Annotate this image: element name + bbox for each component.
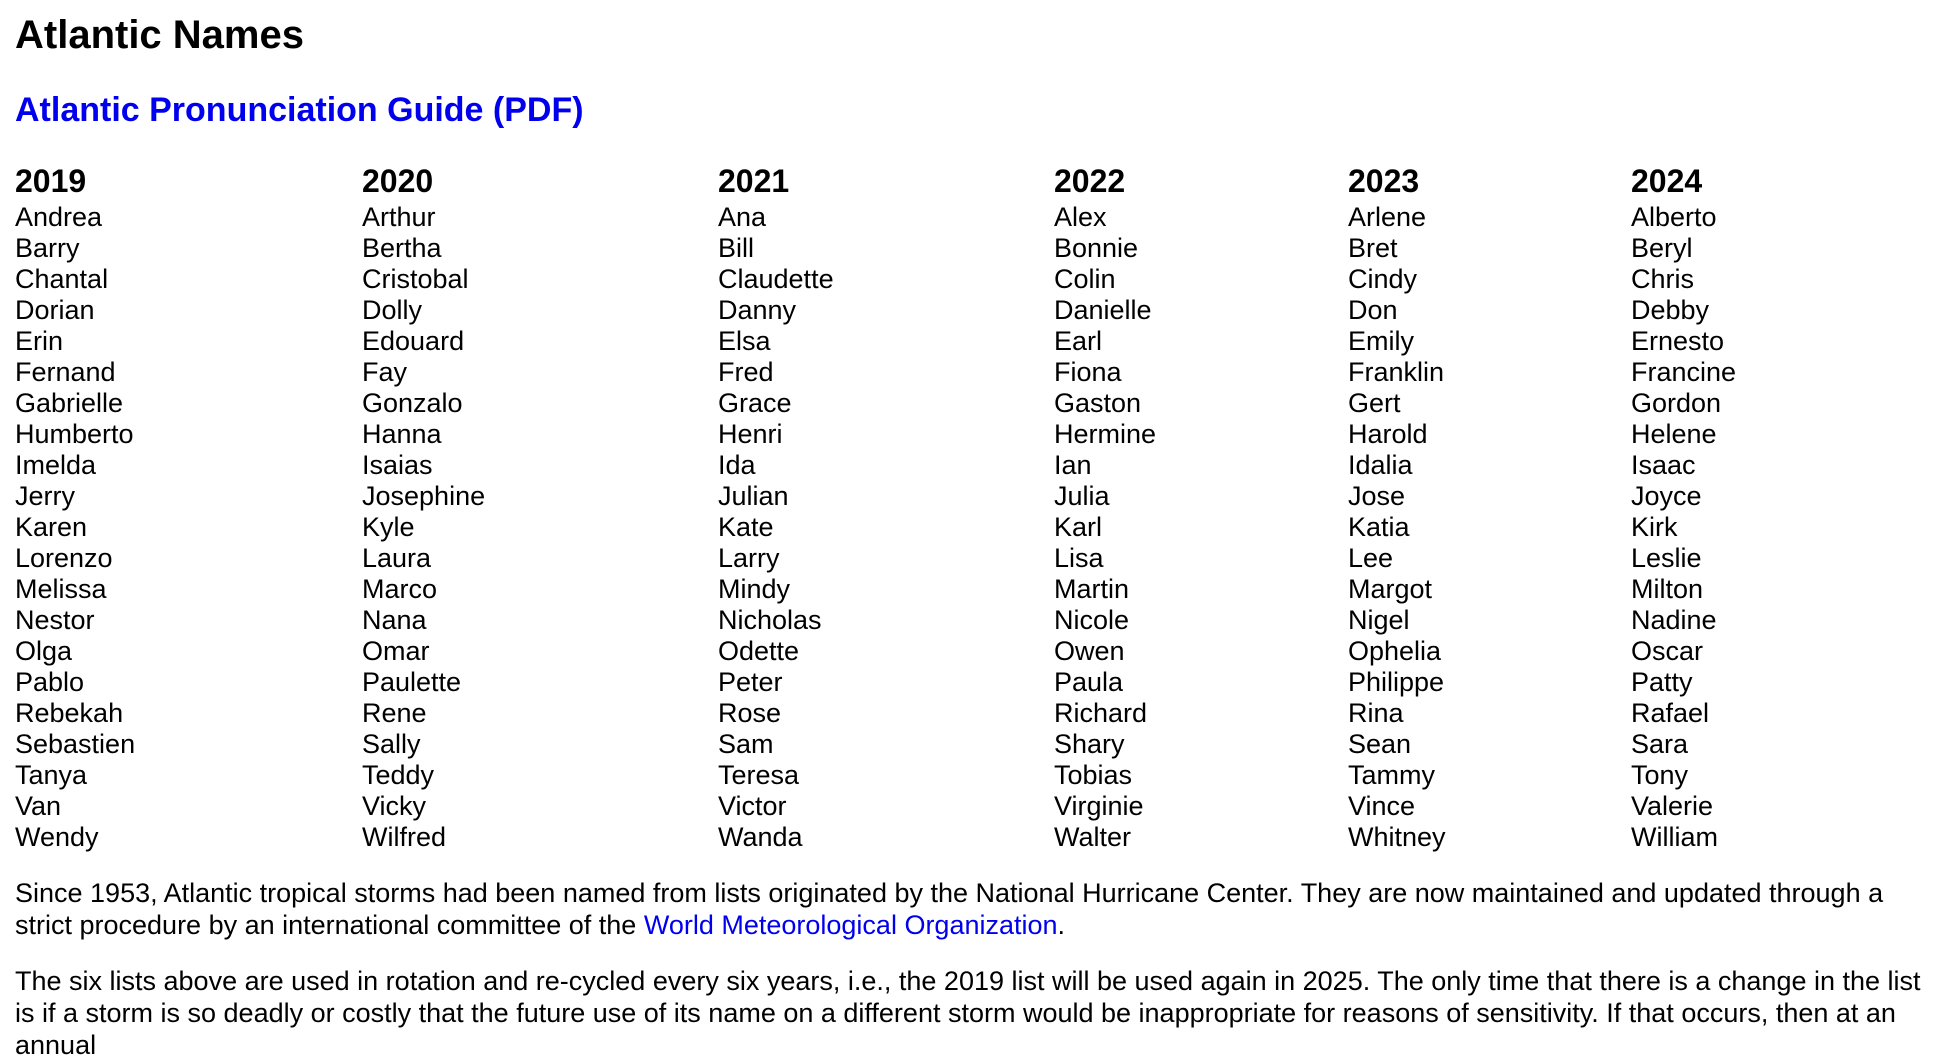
storm-name: Danielle xyxy=(1054,295,1152,325)
storm-name: Peter xyxy=(718,667,783,697)
storm-name: Julian xyxy=(718,481,789,511)
storm-name: Debby xyxy=(1631,295,1710,325)
name-list xyxy=(1054,202,1156,853)
storm-name: Hanna xyxy=(362,419,442,449)
storm-name: Fred xyxy=(718,357,774,387)
storm-name: Paulette xyxy=(362,667,462,697)
storm-name: Kate xyxy=(718,512,774,542)
pronunciation-guide-link[interactable]: Atlantic Pronunciation Guide (PDF) xyxy=(15,91,584,129)
storm-name: Cristobal xyxy=(362,264,469,294)
storm-name: Jerry xyxy=(15,481,75,511)
year-column-2024 xyxy=(1631,160,1736,853)
storm-name: Andrea xyxy=(15,202,103,232)
storm-name: Lee xyxy=(1348,543,1394,573)
storm-name: Emily xyxy=(1348,326,1414,356)
year-heading: 2019 xyxy=(15,163,87,199)
storm-name: Chris xyxy=(1631,264,1695,294)
storm-name: Laura xyxy=(362,543,432,573)
storm-name: Lorenzo xyxy=(15,543,113,573)
storm-name: Rene xyxy=(362,698,427,728)
storm-name: Alberto xyxy=(1631,202,1717,232)
storm-name: Milton xyxy=(1631,574,1704,604)
storm-name: Victor xyxy=(718,791,787,821)
storm-name: Elsa xyxy=(718,326,771,356)
year-column-2023 xyxy=(1348,160,1446,853)
storm-name: William xyxy=(1631,822,1718,852)
storm-name: Philippe xyxy=(1348,667,1445,697)
name-list xyxy=(1348,202,1446,853)
year-column-2019 xyxy=(15,160,135,853)
year-heading: 2020 xyxy=(362,163,434,199)
storm-name: Nicole xyxy=(1054,605,1130,635)
storm-name: Oscar xyxy=(1631,636,1704,666)
storm-name: Arlene xyxy=(1348,202,1427,232)
storm-name: Walter xyxy=(1054,822,1132,852)
storm-name: Van xyxy=(15,791,62,821)
year-heading: 2023 xyxy=(1348,163,1420,199)
storm-name: Fiona xyxy=(1054,357,1122,387)
storm-name: Sally xyxy=(362,729,421,759)
storm-name: Karl xyxy=(1054,512,1103,542)
storm-name: Don xyxy=(1348,295,1398,325)
storm-name: Barry xyxy=(15,233,80,263)
year-column-2022 xyxy=(1054,160,1156,853)
storm-name: Shary xyxy=(1054,729,1125,759)
storm-name: Vince xyxy=(1348,791,1416,821)
storm-name: Arthur xyxy=(362,202,436,232)
storm-name: Julia xyxy=(1054,481,1110,511)
storm-name: Bill xyxy=(718,233,755,263)
storm-name: Margot xyxy=(1348,574,1433,604)
storm-name: Harold xyxy=(1348,419,1428,449)
storm-name: Nestor xyxy=(15,605,95,635)
name-list xyxy=(15,202,135,853)
storm-name: Katia xyxy=(1348,512,1410,542)
storm-name: Idalia xyxy=(1348,450,1413,480)
storm-name: Gert xyxy=(1348,388,1401,418)
storm-name: Fernand xyxy=(15,357,116,387)
storm-name: Hermine xyxy=(1054,419,1157,449)
storm-name: Ernesto xyxy=(1631,326,1725,356)
year-heading: 2022 xyxy=(1054,163,1126,199)
storm-name: Pablo xyxy=(15,667,85,697)
storm-name: Isaias xyxy=(362,450,433,480)
page-title: Atlantic Names xyxy=(15,13,304,57)
storm-name: Ana xyxy=(718,202,767,232)
storm-name: Wendy xyxy=(15,822,99,852)
storm-name: Melissa xyxy=(15,574,107,604)
storm-name: Rose xyxy=(718,698,782,728)
storm-name: Danny xyxy=(718,295,797,325)
storm-name: Earl xyxy=(1054,326,1103,356)
storm-name: Beryl xyxy=(1631,233,1693,263)
storm-name: Leslie xyxy=(1631,543,1702,573)
year-heading: 2021 xyxy=(718,163,790,199)
storm-name: Imelda xyxy=(15,450,97,480)
storm-name: Tanya xyxy=(15,760,88,790)
storm-name: Tammy xyxy=(1348,760,1435,790)
storm-name: Karen xyxy=(15,512,88,542)
storm-name: Richard xyxy=(1054,698,1148,728)
storm-name: Sara xyxy=(1631,729,1689,759)
storm-name: Cindy xyxy=(1348,264,1418,294)
rotation-paragraph: The six lists above are used in rotation and re-cycled every six years, i.e., the 2019 list will be used again in 2025. The only time that there is a change in the list is if a storm is so deadly or costly that the future use of its name on a different storm would be inappropriate for reasons of sensitivity. If that occurs, then at an annual xyxy=(15,966,1921,1060)
storm-name: Tony xyxy=(1631,760,1689,790)
storm-name: Rina xyxy=(1348,698,1404,728)
storm-name: Sam xyxy=(718,729,774,759)
year-column-2021 xyxy=(718,160,834,853)
name-list xyxy=(362,202,485,853)
storm-name: Erin xyxy=(15,326,64,356)
storm-name: Vicky xyxy=(362,791,427,821)
name-list xyxy=(1631,202,1736,853)
storm-name: Martin xyxy=(1054,574,1130,604)
storm-name: Edouard xyxy=(362,326,465,356)
storm-name: Kirk xyxy=(1631,512,1678,542)
storm-name: Humberto xyxy=(15,419,134,449)
storm-name: Colin xyxy=(1054,264,1116,294)
storm-name: Valerie xyxy=(1631,791,1714,821)
storm-name: Kyle xyxy=(362,512,415,542)
storm-name: Ian xyxy=(1054,450,1092,480)
storm-name: Nicholas xyxy=(718,605,822,635)
storm-name: Nigel xyxy=(1348,605,1410,635)
name-list xyxy=(718,202,834,853)
storm-name: Gonzalo xyxy=(362,388,463,418)
storm-name: Joyce xyxy=(1631,481,1702,511)
storm-name: Paula xyxy=(1054,667,1124,697)
storm-name: Franklin xyxy=(1348,357,1445,387)
storm-name: Bret xyxy=(1348,233,1398,263)
storm-name: Wilfred xyxy=(362,822,447,852)
storm-name: Gabrielle xyxy=(15,388,124,418)
storm-name: Ida xyxy=(718,450,756,480)
storm-name: Virginie xyxy=(1054,791,1144,821)
storm-name: Rafael xyxy=(1631,698,1710,728)
history-text: Since 1953, Atlantic tropical storms had been named from lists originated by the National Hurricane Center. They are now maintained and updated through a strict procedure by an international committee of the xyxy=(15,878,1884,940)
storm-name: Teddy xyxy=(362,760,435,790)
history-paragraph xyxy=(15,877,1945,941)
storm-name: Gaston xyxy=(1054,388,1142,418)
storm-name: Nadine xyxy=(1631,605,1717,635)
storm-name: Bertha xyxy=(362,233,442,263)
storm-name: Grace xyxy=(718,388,792,418)
wmo-link[interactable]: World Meteorological Organization xyxy=(643,910,1058,940)
storm-name: Dorian xyxy=(15,295,95,325)
storm-name: Marco xyxy=(362,574,438,604)
storm-name: Chantal xyxy=(15,264,109,294)
storm-name: Claudette xyxy=(718,264,834,294)
storm-name: Isaac xyxy=(1631,450,1696,480)
storm-name: Ophelia xyxy=(1348,636,1442,666)
storm-name: Helene xyxy=(1631,419,1717,449)
storm-name: Owen xyxy=(1054,636,1125,666)
storm-name: Patty xyxy=(1631,667,1693,697)
year-column-2020 xyxy=(362,160,485,853)
storm-name: Omar xyxy=(362,636,430,666)
storm-name: Olga xyxy=(15,636,73,666)
storm-name: Tobias xyxy=(1054,760,1133,790)
storm-name: Dolly xyxy=(362,295,423,325)
storm-name: Rebekah xyxy=(15,698,124,728)
storm-name: Henri xyxy=(718,419,783,449)
storm-name: Wanda xyxy=(718,822,803,852)
storm-name: Jose xyxy=(1348,481,1406,511)
storm-name: Sean xyxy=(1348,729,1412,759)
history-text-end: . xyxy=(1057,910,1066,940)
storm-name: Alex xyxy=(1054,202,1107,232)
storm-name: Gordon xyxy=(1631,388,1722,418)
year-heading: 2024 xyxy=(1631,163,1703,199)
storm-name: Lisa xyxy=(1054,543,1104,573)
storm-name: Teresa xyxy=(718,760,800,790)
storm-name: Josephine xyxy=(362,481,486,511)
storm-name: Bonnie xyxy=(1054,233,1139,263)
storm-name: Sebastien xyxy=(15,729,136,759)
storm-name: Mindy xyxy=(718,574,791,604)
storm-name: Fay xyxy=(362,357,408,387)
storm-name: Larry xyxy=(718,543,780,573)
storm-name: Odette xyxy=(718,636,800,666)
storm-name: Nana xyxy=(362,605,427,635)
storm-name: Whitney xyxy=(1348,822,1446,852)
storm-name: Francine xyxy=(1631,357,1737,387)
